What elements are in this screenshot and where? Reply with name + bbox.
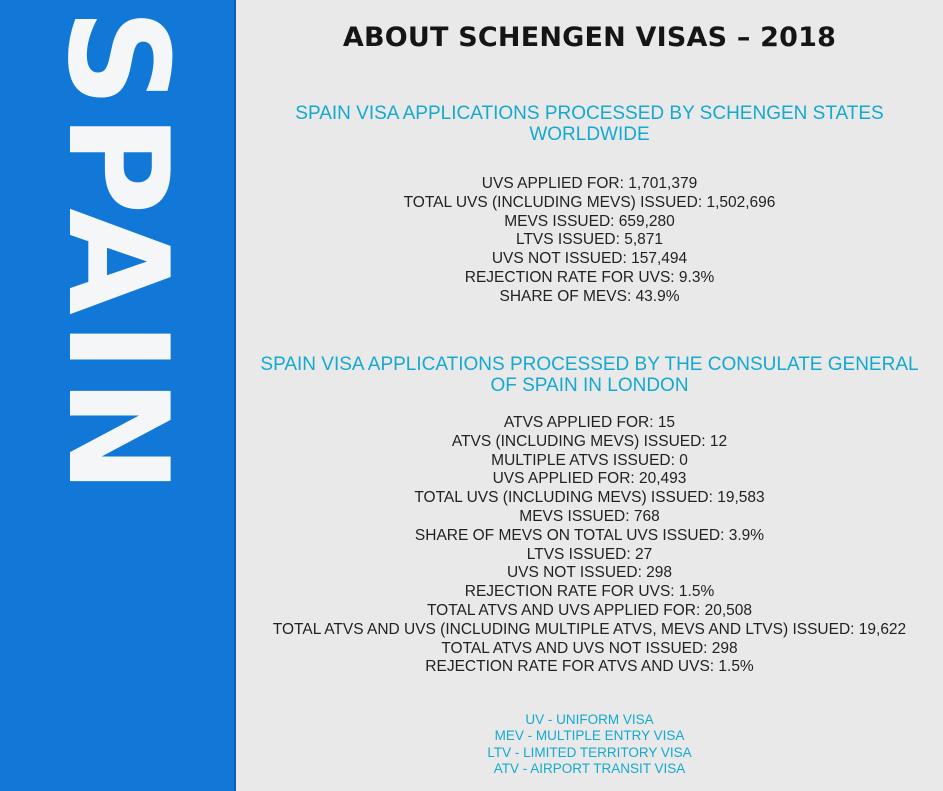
stat-item: REJECTION RATE FOR UVS: 1.5% bbox=[464, 583, 715, 601]
stat-item: UVS APPLIED FOR: 20,493 bbox=[492, 470, 687, 488]
country-name: SPAIN bbox=[37, 8, 198, 500]
worldwide-stats-list bbox=[236, 175, 943, 307]
section-heading-worldwide bbox=[236, 103, 943, 145]
legend-item: LTV - LIMITED TERRITORY VISA bbox=[487, 744, 692, 760]
stat-item: ATVS (INCLUDING MEVS) ISSUED: 12 bbox=[451, 432, 728, 450]
stat-item: UVS APPLIED FOR: 1,701,379 bbox=[481, 175, 698, 192]
main-content bbox=[236, 0, 943, 791]
page-title: ABOUT SCHENGEN VISAS – 2018 bbox=[342, 22, 837, 53]
stat-item: MEVS ISSUED: 768 bbox=[519, 507, 660, 525]
stat-item: SHARE OF MEVS: 43.9% bbox=[499, 287, 680, 305]
stat-item: TOTAL UVS (INCLUDING MEVS) ISSUED: 19,583 bbox=[414, 489, 765, 507]
legend-item: ATV - AIRPORT TRANSIT VISA bbox=[493, 760, 686, 776]
stat-item: SHARE OF MEVS ON TOTAL UVS ISSUED: 3.9% bbox=[414, 526, 765, 544]
london-stats-list bbox=[236, 414, 943, 677]
stat-item: TOTAL ATVS AND UVS NOT ISSUED: 298 bbox=[441, 639, 738, 657]
stat-item: LTVS ISSUED: 5,871 bbox=[515, 231, 664, 249]
section-heading-line: SPAIN VISA APPLICATIONS PROCESSED BY SCHENGEN STATES bbox=[295, 103, 884, 124]
abbreviation-legend bbox=[236, 712, 943, 777]
stat-item: UVS NOT ISSUED: 157,494 bbox=[491, 250, 688, 268]
stat-item: UVS NOT ISSUED: 298 bbox=[506, 564, 673, 582]
section-heading-london bbox=[236, 354, 943, 396]
legend-item: MEV - MULTIPLE ENTRY VISA bbox=[494, 728, 685, 744]
stat-item: TOTAL ATVS AND UVS APPLIED FOR: 20,508 bbox=[426, 601, 753, 619]
section-heading-line: SPAIN VISA APPLICATIONS PROCESSED BY THE CONSULATE GENERAL bbox=[260, 354, 919, 375]
stat-item: MULTIPLE ATVS ISSUED: 0 bbox=[491, 451, 688, 469]
section-heading-line: OF SPAIN IN LONDON bbox=[490, 375, 689, 396]
legend-item: UV - UNIFORM VISA bbox=[525, 712, 654, 727]
stat-item: REJECTION RATE FOR UVS: 9.3% bbox=[464, 268, 715, 286]
stat-item: LTVS ISSUED: 27 bbox=[526, 545, 653, 563]
stat-item: REJECTION RATE FOR ATVS AND UVS: 1.5% bbox=[425, 658, 754, 676]
stat-item: ATVS APPLIED FOR: 15 bbox=[503, 414, 676, 431]
stat-item: TOTAL UVS (INCLUDING MEVS) ISSUED: 1,502,696 bbox=[403, 193, 776, 211]
stat-item: MEVS ISSUED: 659,280 bbox=[504, 212, 675, 230]
sidebar-banner bbox=[0, 0, 236, 791]
section-heading-line: WORLDWIDE bbox=[529, 124, 650, 145]
stat-item: TOTAL ATVS AND UVS (INCLUDING MULTIPLE ATVS, MEVS AND LTVS) ISSUED: 19,622 bbox=[272, 620, 907, 638]
